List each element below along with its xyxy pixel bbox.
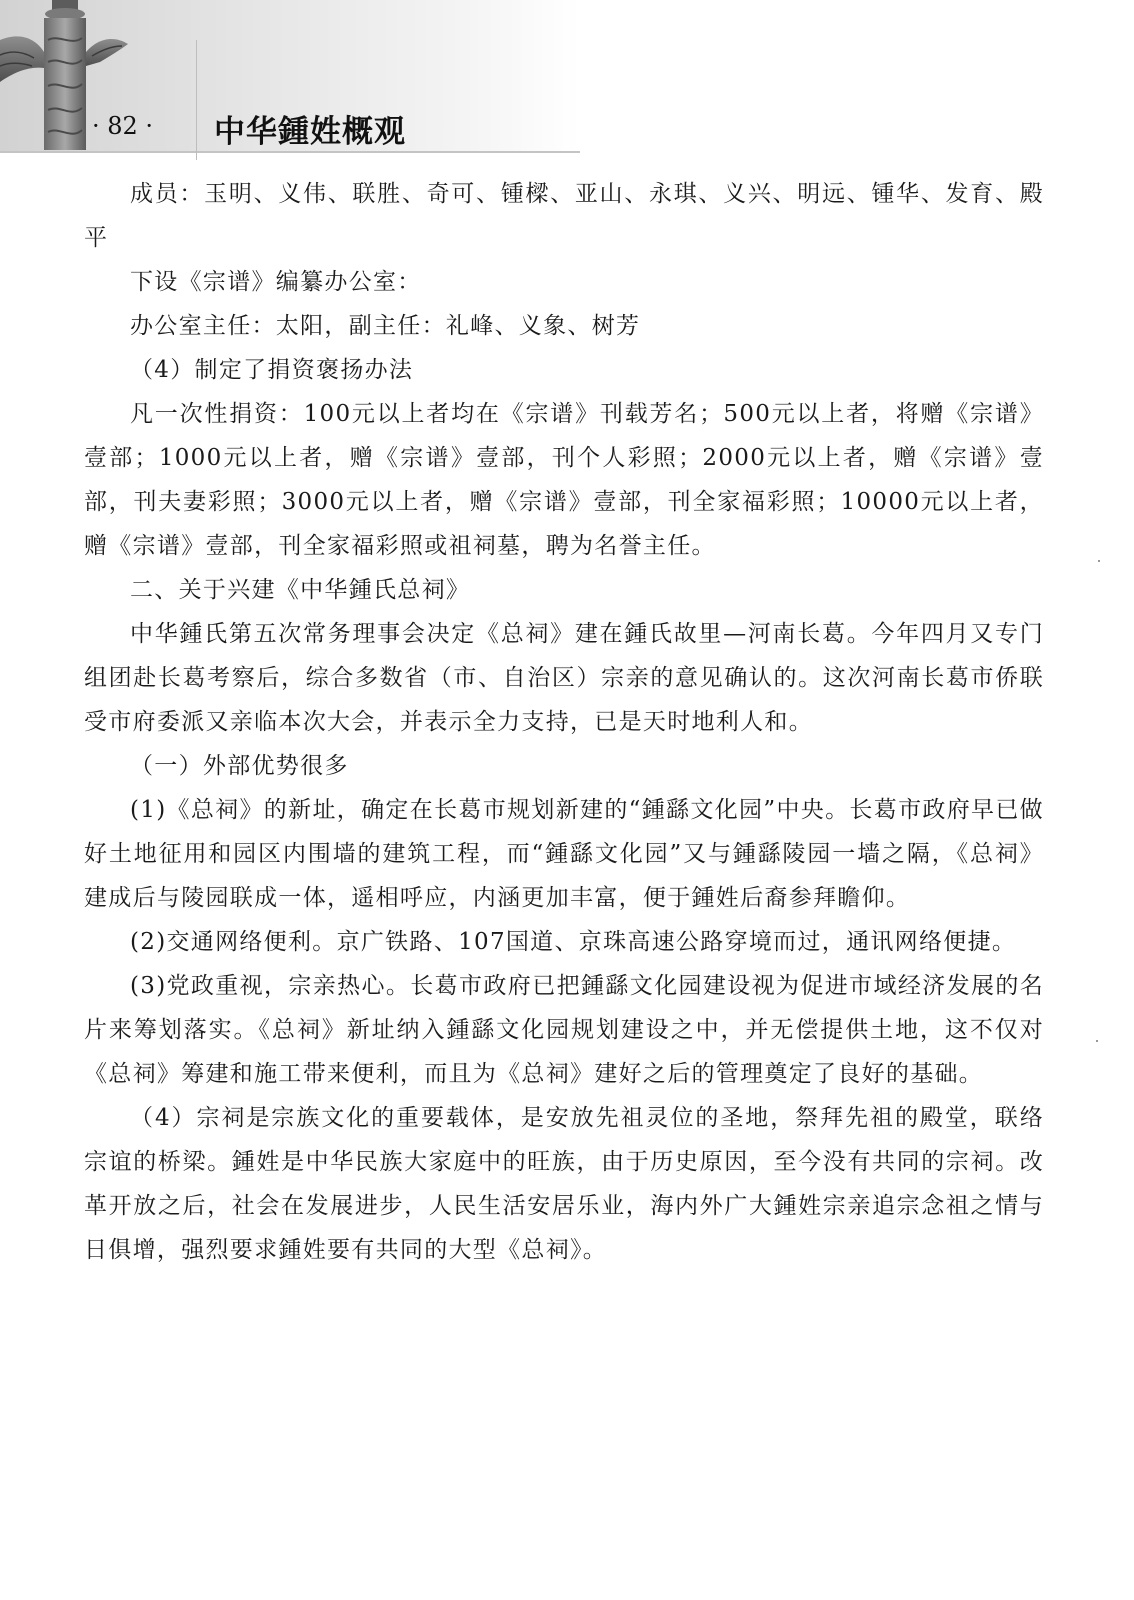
paragraph-advantage-1: (1)《总祠》的新址，确定在长葛市规划新建的“鍾繇文化园”中央。长葛市政府早已做好土地征用和园区内围墙的建筑工程，而“鍾繇文化园”又与鍾繇陵园一墙之隔，《总祠》建成后与陵园联成一体，遥相呼应，内涵更加丰富，便于鍾姓后裔参拜瞻仰。: [84, 797, 1044, 911]
paragraph-ancestral-hall-site: 中华鍾氏第五次常务理事会决定《总祠》建在鍾氏故里—河南长葛。今年四月又专门组团赴长葛考察后，综合多数省（市、自治区）宗亲的意见确认的。这次河南长葛市侨联受市府委派又亲临本次大会，并表示全力支持，已是天时地利人和。: [84, 621, 1044, 735]
running-title: 中华鍾姓概观: [214, 114, 406, 150]
page-body: [84, 172, 1044, 1272]
header-divider: [196, 40, 197, 160]
heading-donation-rules: （4）制定了捐资褒扬办法: [130, 357, 414, 383]
margin-speck: [1098, 560, 1100, 562]
header-rule: [0, 151, 580, 153]
heading-section-two: 二、关于兴建《中华鍾氏总祠》: [130, 577, 471, 603]
heading-external-advantages: （一）外部优势很多: [130, 753, 349, 779]
paragraph-advantage-3: (3)党政重视，宗亲热心。长葛市政府已把鍾繇文化园建设视为促进市域经济发展的名片来筹划落实。《总祠》新址纳入鍾繇文化园规划建设之中，并无偿提供土地，这不仅对《总祠》筹建和施工带来便利，而且为《总祠》建好之后的管理奠定了良好的基础。: [84, 973, 1044, 1087]
paragraph-members: 成员：玉明、义伟、联胜、奇可、锺樑、亚山、永琪、义兴、明远、锺华、发育、殿平: [84, 181, 1044, 251]
paragraph-office-directors: 办公室主任：太阳，副主任：礼峰、义象、树芳: [130, 313, 641, 339]
paragraph-office: 下设《宗谱》编纂办公室：: [130, 269, 422, 295]
page-number: · 82 ·: [92, 112, 154, 140]
paragraph-advantage-2: (2)交通网络便利。京广铁路、107国道、京珠高速公路穿境而过，通讯网络便捷。: [130, 929, 1017, 955]
paragraph-donation-rules: 凡一次性捐资：100元以上者均在《宗谱》刊载芳名；500元以上者，将赠《宗谱》壹部；1000元以上者，赠《宗谱》壹部，刊个人彩照；2000元以上者，赠《宗谱》壹部，刊夫妻彩照；3000元以上者，赠《宗谱》壹部，刊全家福彩照；10000元以上者，赠《宗谱》壹部，刊全家福彩照或祖祠墓，聘为名誉主任。: [84, 401, 1044, 559]
page-header: [0, 0, 1134, 160]
margin-speck: [1096, 1040, 1098, 1042]
paragraph-advantage-4: （4）宗祠是宗族文化的重要载体，是安放先祖灵位的圣地，祭拜先祖的殿堂，联络宗谊的桥梁。鍾姓是中华民族大家庭中的旺族，由于历史原因，至今没有共同的宗祠。改革开放之后，社会在发展进步，人民生活安居乐业，海内外广大鍾姓宗亲追宗念祖之情与日俱增，强烈要求鍾姓要有共同的大型《总祠》。: [84, 1105, 1044, 1263]
